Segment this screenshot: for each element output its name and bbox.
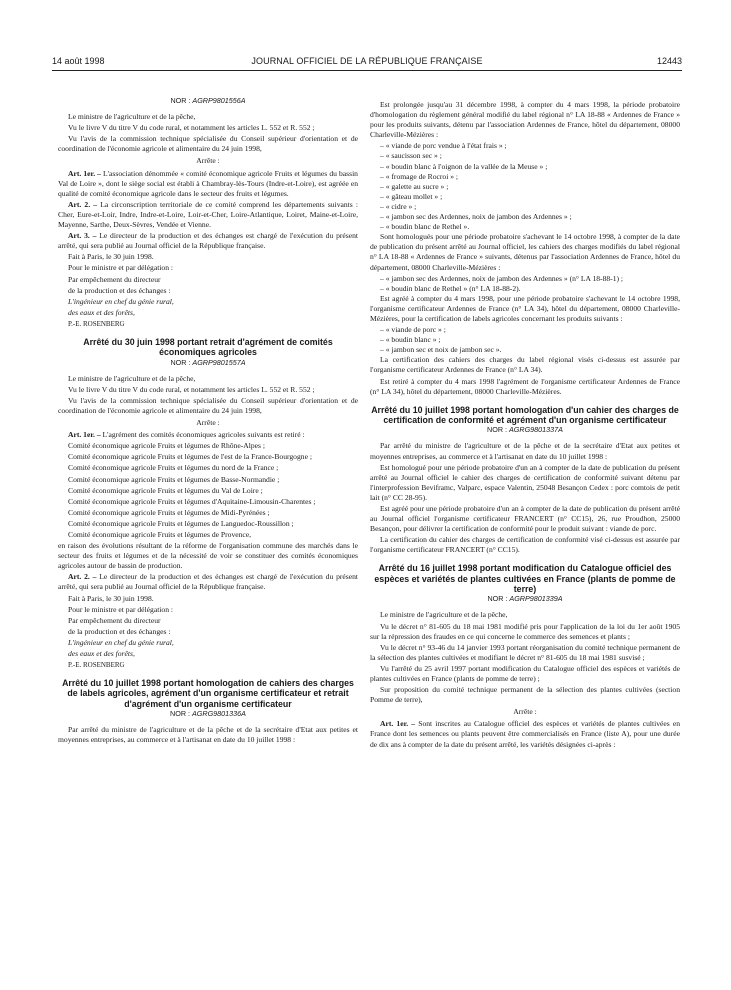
signatory-name: P.-E. ROSENBERG [68, 319, 125, 328]
nor-reference: NOR : AGRP9801557A [170, 357, 246, 367]
list-item: Comité économique agricole Fruits et légumes de Rhône-Alpes ; [68, 441, 265, 451]
list-item: – « boudin blanc de Rethel » (n° LA 18-88-2). [380, 284, 680, 294]
right-column [370, 100, 680, 751]
signature-line: de la production et des échanges : [68, 626, 171, 636]
paragraph: Vu le livre V du titre V du code rural, et notamment les articles L. 552 et R. 552 ; [68, 123, 315, 133]
arrete-label: Arrête : [196, 156, 220, 166]
header-rule [52, 70, 682, 71]
decree-title: Arrêté du 10 juillet 1998 portant homologation de cahiers des charges de labels agricoles, agrément d'un organisme certificateur et retrait d'agrément d'un organisme certificateur [62, 678, 354, 709]
signature-line: des eaux et des forêts, [68, 307, 135, 317]
nor-reference: NOR : AGRP9801556A [170, 96, 246, 105]
paragraph: Est homologué pour une période probatoire d'un an à compter de la date de publication du présent arrêté au Journal officiel le cahier des charges de certification de conformité suivant détenu par l'interprofession Beviframc, Valparc, espace Valentin, 25048 Besançon Cedex : porc comtois de petit lait (n° CC 28-95). [370, 462, 680, 502]
list-item: – « viande de porc » ; [380, 325, 680, 335]
list-item: Comité économique agricole Fruits et légumes d'Aquitaine-Limousin-Charentes ; [68, 496, 316, 506]
list-item: Comité économique agricole Fruits et légumes de Languedoc-Roussillon ; [68, 518, 294, 528]
decree-title: Arrêté du 10 juillet 1998 portant homologation d'un cahier des charges de certification de conformité et agrément d'un organisme certificateur [371, 404, 679, 426]
signature-line: des eaux et des forêts, [68, 649, 135, 658]
list-item: – « jambon sec et noix de jambon sec ». [380, 345, 680, 355]
article: Art. 3. – Le directeur de la production et des échanges est chargé de l'exécution du présent arrêté, qui sera publié au Journal officiel de la République française. [58, 231, 358, 251]
list-item: Comité économique agricole Fruits et légumes de Midi-Pyrénées ; [68, 507, 270, 517]
nor-reference: NOR : AGRG9801336A [170, 709, 246, 719]
paragraph: Vu l'avis de la commission technique spécialisée du Conseil supérieur d'orientation et de coordination de l'économie agricole et alimentaire du 24 juin 1998, [58, 134, 358, 154]
list-item: Comité économique agricole Fruits et légumes du nord de la France ; [68, 463, 279, 473]
list-item: Comité économique agricole Fruits et légumes de l'est de la France-Bourgogne ; [68, 452, 312, 462]
paragraph: Vu l'arrêté du 25 avril 1997 portant modification du Catalogue officiel des espèces et variétés de plantes cultivées en France (plants de pomme de terre) ; [370, 663, 680, 683]
paragraph: Est prolongée jusqu'au 31 décembre 1998, à compter du 4 mars 1998, la période probatoire d'homologation du règlement général modifié du label régional n° LA 18-88 « Ardennes de France » pour les produits suivants, détenu par l'association Ardennes de France, hôtel du département, 08000 Charleville-Mézières : [370, 100, 680, 140]
signature-line: L'ingénieur en chef du génie rural, [68, 296, 174, 306]
page-header [52, 56, 682, 70]
list-item: – « boudin blanc à l'oignon de la vallée de la Meuse » ; [380, 162, 680, 172]
left-column [58, 96, 358, 746]
list-item: Comité économique agricole Fruits et légumes de Basse-Normandie ; [68, 474, 280, 484]
list-item: – « gâteau mollet » ; [380, 192, 680, 202]
signature-line: Par empêchement du directeur [68, 615, 161, 625]
paragraph: Vu le livre V du titre V du code rural, et notamment les articles L. 552 et R. 552 ; [68, 384, 315, 394]
journal-title: JOURNAL OFFICIEL DE LA RÉPUBLIQUE FRANÇAISE [251, 56, 483, 66]
list-item: – « jambon sec des Ardennes, noix de jambon des Ardennes » (n° LA 18-88-1) ; [380, 274, 680, 284]
list-item: – « cidre » ; [380, 202, 680, 212]
arrete-label: Arrête : [196, 418, 220, 428]
paragraph: Le ministre de l'agriculture et de la pêche, [68, 112, 196, 122]
signature-line: Par empêchement du directeur [68, 274, 161, 284]
list-item: – « boudin blanc de Rethel ». [380, 222, 680, 232]
header-date: 14 août 1998 [52, 56, 105, 66]
product-list [380, 141, 680, 232]
article: Art. 1er. – L'agrément des comités économiques agricoles suivants est retiré : [68, 430, 305, 440]
product-list [380, 325, 680, 355]
list-item: Comité économique agricole Fruits et légumes de Provence, [68, 529, 252, 539]
decree-title: Arrêté du 30 juin 1998 portant retrait d'agrément de comités économiques agricoles [83, 336, 333, 358]
paragraph: Sont homologués pour une période probatoire s'achevant le 14 octobre 1998, à compter de la date de publication du présent arrêté au Journal officiel, les cahiers des charges modifiés du label régional n° LA 18-88 « Ardennes de France » suivants, détenus par l'association Ardennes de France, hôtel du département, 08000 Charleville-Mézières : [370, 232, 680, 272]
nor-reference: NOR : AGRG9801337A [487, 425, 563, 435]
signatory-name: P.-E. ROSENBERG [68, 661, 125, 670]
article: Art. 2. – Le directeur de la production et des échanges est chargé de l'exécution du présent arrêté, qui sera publié au Journal officiel de la République française. [58, 572, 358, 592]
arrete-label: Arrête : [513, 707, 537, 717]
signature-line: Pour le ministre et par délégation : [68, 263, 174, 273]
signature-line: de la production et des échanges : [68, 285, 171, 295]
paragraph: Est retiré à compter du 4 mars 1998 l'agrément de l'organisme certificateur Ardennes de France (n° LA 34), hôtel du département, 08000 Charleville-Mézières. [370, 376, 680, 396]
list-item: – « jambon sec des Ardennes, noix de jambon des Ardennes » ; [380, 212, 680, 222]
paragraph: en raison des évolutions résultant de la réforme de l'organisation commune des marchés dans le secteur des fruits et légumes et de la nécessité de voir se constituer des comités économiques agricoles autour de bassin de production. [58, 541, 358, 571]
paragraph: Est agréé pour une période probatoire d'un an à compter de la date de publication du présent arrêté au Journal officiel l'organisme certificateur FRANCERT (n° CC15), 26, rue Proudhon, 25000 Besançon, pour délivrer la certification de conformité pour le produit suivant : viande de porc. [370, 503, 680, 534]
list-item: – « saucisson sec » ; [380, 151, 680, 161]
list-item: – « fromage de Rocroi » ; [380, 172, 680, 182]
paragraph: Est agréé à compter du 4 mars 1998, pour une période probatoire s'achevant le 14 octobre 1998, l'organisme certificateur Ardennes de France (n° LA 34), hôtel du département, 08000 Charleville-Mézières, pour la certification de labels agricoles concernant les produits suivants : [370, 293, 680, 323]
signature-line: Pour le ministre et par délégation : [68, 604, 174, 614]
paragraph: La certification du cahier des charges de certification de conformité visé ci-dessus est assurée par l'organisme certificateur FRANCERT (n° CC15). [370, 535, 680, 555]
list-item: Comité économique agricole Fruits et légumes du Val de Loire ; [68, 485, 263, 495]
article: Art. 1er. – L'association dénommée « comité économique agricole Fruits et légumes du bassin Val de Loire », dont le siège social est établi à Chambray-lès-Tours (Indre-et-Loire), est agréée en qualité de comité économique agricole dans le secteur des fruits et légumes. [58, 168, 358, 198]
product-list [380, 274, 680, 294]
fait-a: Fait à Paris, le 30 juin 1998. [68, 252, 154, 262]
list-item: – « boudin blanc » ; [380, 335, 680, 345]
paragraph: Par arrêté du ministre de l'agriculture et de la pêche et de la secrétaire d'Etat aux petites et moyennes entreprises, au commerce et à l'artisanat en date du 10 juillet 1998 : [58, 725, 358, 745]
paragraph: Sur proposition du comité technique permanent de la sélection des plantes cultivées (section Pomme de terre), [370, 685, 680, 705]
signature-line: L'ingénieur en chef du génie rural, [68, 637, 174, 647]
decree-title: Arrêté du 16 juillet 1998 portant modification du Catalogue officiel des espèces et variétés de plantes cultivées en France (plants de pomme de terre) [374, 563, 676, 595]
article: Art. 1er. – Sont inscrites au Catalogue officiel des espèces et variétés de plantes cultivées en France dont les semences ou plants peuvent être commercialisés en France (liste A), pour une durée de dix ans à compter de la date du présent arrêté, les variétés désignées ci-après : [370, 719, 680, 749]
article: Art. 2. – La circonscription territoriale de ce comité comprend les départements suivants : Cher, Eure-et-Loir, Indre, Indre-et-Loire, Loir-et-Cher, Loire-Atlantique, Loiret, Maine-et-Loire, Mayenne, Sarthe, Deux-Sèvres, Vendée et Vienne. [58, 199, 358, 230]
list-item: – « viande de porc vendue à l'état frais » ; [380, 141, 680, 151]
fait-a: Fait à Paris, le 30 juin 1998. [68, 593, 154, 603]
nor-reference: NOR : AGRP9801339A [487, 594, 563, 604]
paragraph: Vu le décret n° 93-46 du 14 janvier 1993 portant réorganisation du comité technique permanent de la sélection des plantes cultivées et modifiant le décret n° 81-605 du 18 mai 1981 susvisé ; [370, 642, 680, 662]
page-number: 12443 [656, 56, 682, 66]
paragraph: Vu l'avis de la commission technique spécialisée du Conseil supérieur d'orientation et de coordination de l'économie agricole et alimentaire du 24 juin 1998, [58, 395, 358, 415]
paragraph: La certification des cahiers des charges du label régional visés ci-dessus est assurée par l'organisme certificateur Ardennes de France (n° LA 34). [370, 355, 680, 375]
paragraph: Vu le décret n° 81-605 du 18 mai 1981 modifié pris pour l'application de la loi du 1er août 1905 sur la répression des fraudes en ce qui concerne le commerce des semences et plants ; [370, 621, 680, 641]
paragraph: Par arrêté du ministre de l'agriculture et de la pêche et de la secrétaire d'Etat aux petites et moyennes entreprises, au commerce et à l'artisanat en date du 10 juillet 1998 : [370, 441, 680, 461]
paragraph: Le ministre de l'agriculture et de la pêche, [380, 610, 508, 620]
paragraph: Le ministre de l'agriculture et de la pêche, [68, 373, 196, 383]
list-item: – « galette au sucre » ; [380, 182, 680, 192]
